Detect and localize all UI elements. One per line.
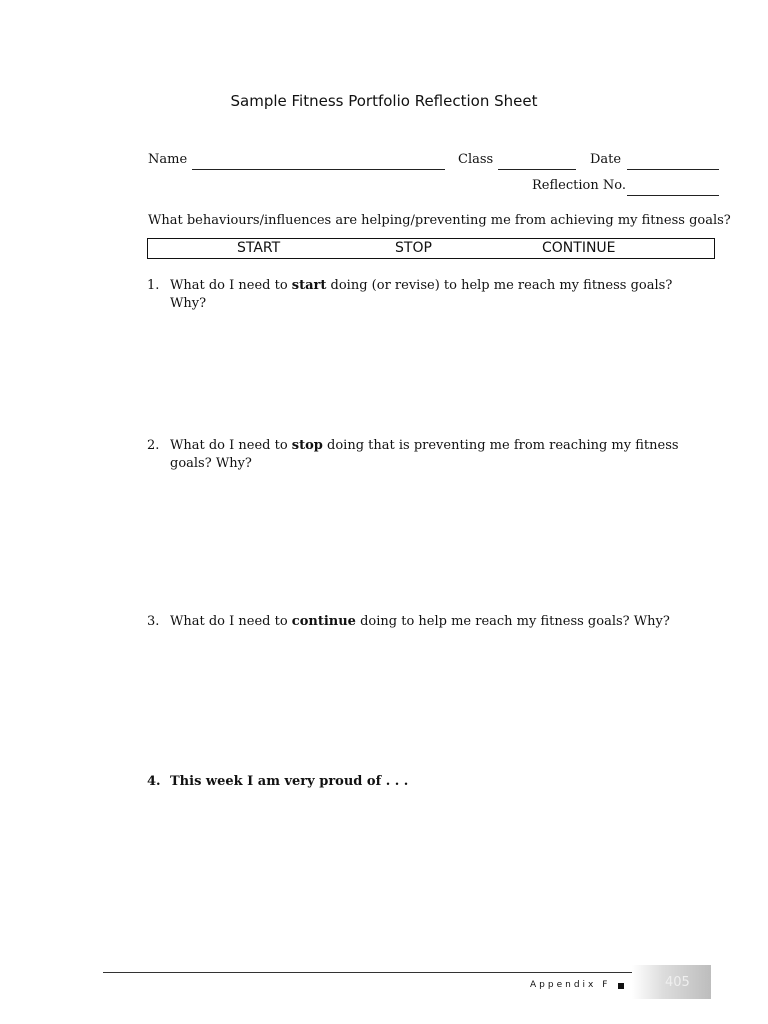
question-text: What do I need to stop doing that is preventing me from reaching my fitness goals? Why? xyxy=(170,438,679,471)
footer-rule xyxy=(103,972,633,973)
start-heading: START xyxy=(237,240,281,256)
class-field[interactable] xyxy=(498,169,576,170)
page-number: 405 xyxy=(665,975,690,990)
question-number: 1. xyxy=(147,278,160,293)
reflection-number-field[interactable] xyxy=(627,195,719,196)
behaviour-prompt: What behaviours/influences are helping/preventing me from achieving my fitness goals? xyxy=(148,213,731,228)
footer-appendix-label: Appendix F xyxy=(530,980,611,990)
name-label: Name xyxy=(148,152,188,167)
continue-heading: CONTINUE xyxy=(542,240,616,256)
question-text: What do I need to continue doing to help me reach my fitness goals? Why? xyxy=(170,614,670,629)
date-label: Date xyxy=(590,152,622,167)
name-field[interactable] xyxy=(192,169,445,170)
question-number: 2. xyxy=(147,438,160,453)
start-stop-continue-box xyxy=(147,238,715,259)
page-title: Sample Fitness Portfolio Reflection Sheet xyxy=(230,92,538,110)
question-number: 4. xyxy=(147,774,161,789)
question-text: This week I am very proud of . . . xyxy=(170,774,409,789)
question-number: 3. xyxy=(147,614,160,629)
class-label: Class xyxy=(458,152,494,167)
stop-heading: STOP xyxy=(395,240,432,256)
reflection-number-label: Reflection No. xyxy=(532,178,626,193)
question-text: What do I need to start doing (or revise) to help me reach my fitness goals? Why? xyxy=(170,278,673,311)
date-field[interactable] xyxy=(627,169,719,170)
square-bullet-icon xyxy=(618,983,624,989)
